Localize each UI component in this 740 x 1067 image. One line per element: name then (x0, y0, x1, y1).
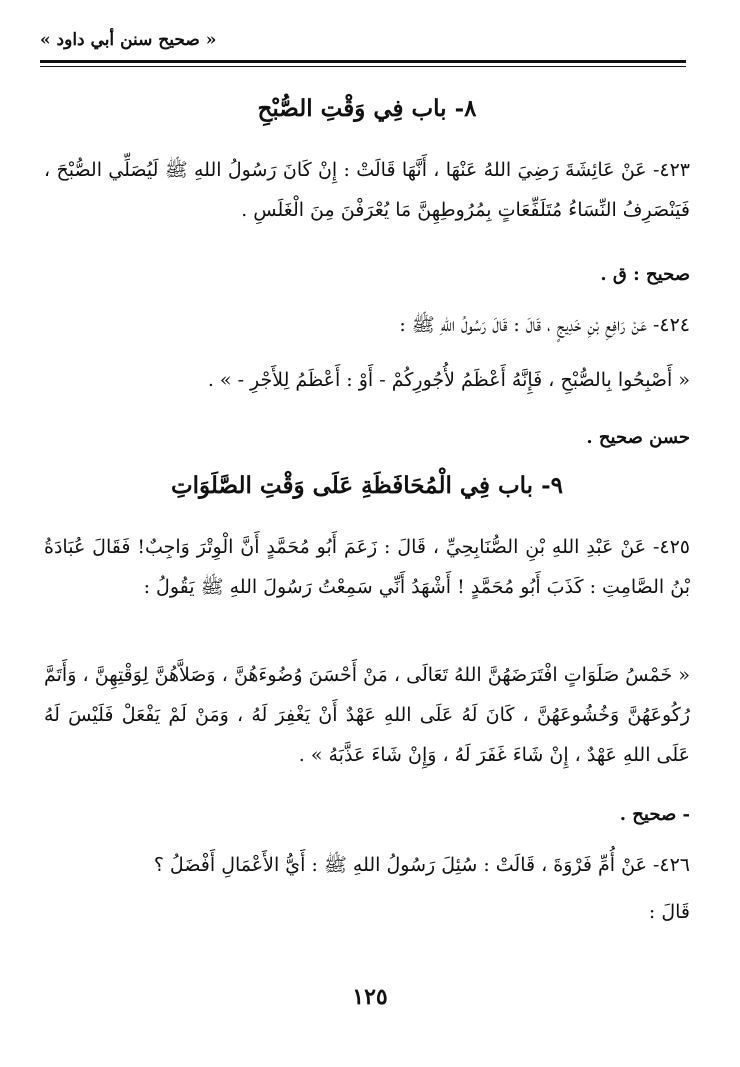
hadith-425-text: « خَمْسُ صَلَوَاتٍ افْتَرَضَهُنَّ اللهُ تَعَالَى ، مَنْ أَحْسَنَ وُضُوءَهُنَّ ، وَصَلاَّهُنَّ لِوَقْتِهِنَّ ، وَأَتَمَّ رُكُوعَهُنَّ وَخُشُوعَهُنَّ ، كَانَ لَهُ عَلَى اللهِ عَهْدٌ أَنْ يَغْفِرَ لَهُ ، وَمَنْ لَمْ يَفْعَلْ فَلَيْسَ لَهُ عَلَى اللهِ عَهْدٌ ، إِنْ شَاءَ غَفَرَ لَهُ ، وَإِنْ شَاءَ عَذَّبَهُ » . (44, 664, 690, 766)
running-head: « صحيح سنن أبي داود » (40, 30, 217, 50)
header-rule (40, 60, 686, 63)
hadith-424: ٤٢٤- عَنْ رَافِعِ بْنِ خَدِيجٍ ، قَالَ : قَالَ رَسُولُ اللهِ ﷺ : (399, 314, 690, 336)
grade-425: - صحيح . (619, 804, 690, 825)
grade-423: صحيح : ق . (600, 264, 690, 285)
chapter-heading-8: ٨- باب فِي وَقْتِ الصُّبْحِ (257, 95, 477, 122)
chapter-heading-9: ٩- باب فِي الْمُحَافَظَةِ عَلَى وَقْتِ الصَّلَوَاتِ (171, 472, 563, 499)
hadith-426-continued: قَالَ : (648, 901, 690, 923)
header-rule-thin (40, 66, 686, 67)
page-number: ١٢٥ (352, 984, 388, 1010)
hadith-425: ٤٢٥- عَنْ عَبْدِ اللهِ بْنِ الصُّنَابِحِيِّ ، قَالَ : زَعَمَ أَبُو مُحَمَّدٍ أَنَّ الْوِتْرَ وَاجِبٌ! فَقَالَ عُبَادَةُ بْنُ الصَّامِتِ : كَذَبَ أَبُو مُحَمَّدٍ ! أَشْهَدُ أَنِّي سَمِعْتُ رَسُولَ اللهِ ﷺ يَقُولُ : (44, 536, 690, 598)
hadith-424-text: « أَصْبِحُوا بِالصُّبْحِ ، فَإِنَّهُ أَعْظَمُ لأُجُورِكُمْ - أَوْ : أَعْظَمُ لِلأَجْرِ - » . (207, 369, 690, 391)
hadith-426: ٤٢٦- عَنْ أُمِّ فَرْوَةَ ، قَالَتْ : سُئِلَ رَسُولُ اللهِ ﷺ : أَيُّ الأَعْمَالِ أَفْضَلُ ؟ (153, 854, 690, 876)
hadith-423: ٤٢٣- عَنْ عَائِشَةَ رَضِيَ اللهُ عَنْهَا ، أَنَّهَا قَالَتْ : إِنْ كَانَ رَسُولُ اللهِ ﷺ لَيُصَلِّي الصُّبْحَ ، فَيَنْصَرِفُ النِّسَاءُ مُتَلَفِّعَاتٍ بِمُرُوطِهِنَّ مَا يُعْرَفْنَ مِنَ الْغَلَسِ . (44, 159, 690, 221)
grade-424: حسن صحيح . (586, 427, 690, 448)
